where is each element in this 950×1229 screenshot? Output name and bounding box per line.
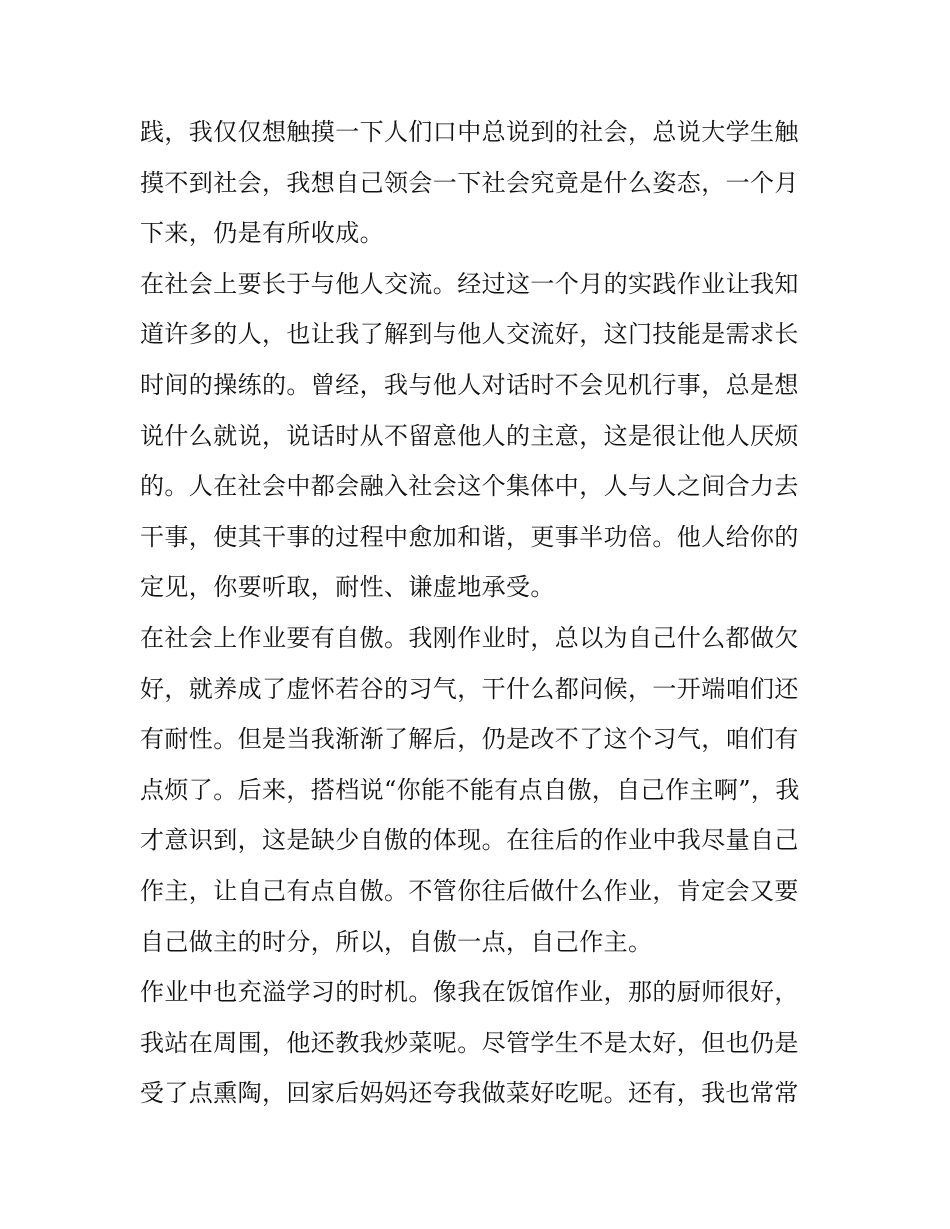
text-line: 在社会上要长于与他人交流。经过这一个月的实践作业让我知 bbox=[140, 269, 799, 298]
text-line: 作业中也充溢学习的时机。像我在饭馆作业，那的厨师很好， bbox=[140, 978, 799, 1007]
text-line: 定见，你要听取，耐性、谦虚地承受。 bbox=[140, 573, 555, 602]
text-line: 点烦了。后来，搭档说“你能不能有点自傲，自己作主啊”，我 bbox=[140, 775, 800, 804]
text-line: 受了点熏陶，回家后妈妈还夸我做菜好吃呢。还有，我也常常 bbox=[140, 1079, 799, 1108]
text-line: 摸不到社会，我想自己领会一下社会究竟是什么姿态，一个月 bbox=[140, 168, 799, 197]
document-body-text bbox=[140, 107, 812, 1119]
text-line: 在社会上作业要有自傲。我刚作业时，总以为自己什么都做欠 bbox=[140, 623, 799, 652]
text-line: 好，就养成了虚怀若谷的习气，干什么都问候，一开端咱们还 bbox=[140, 674, 799, 703]
text-line: 自己做主的时分，所以，自傲一点，自己作主。 bbox=[140, 927, 653, 956]
text-line: 我站在周围，他还教我炒菜呢。尽管学生不是太好，但也仍是 bbox=[140, 1028, 799, 1057]
text-line: 的。人在社会中都会融入社会这个集体中，人与人之间合力去 bbox=[140, 472, 799, 501]
text-line: 干事，使其干事的过程中愈加和谐，更事半功倍。他人给你的 bbox=[140, 522, 799, 551]
text-line: 践，我仅仅想触摸一下人们口中总说到的社会，总说大学生触 bbox=[140, 118, 799, 146]
text-line: 才意识到，这是缺少自傲的体现。在往后的作业中我尽量自己 bbox=[140, 826, 799, 855]
text-line: 有耐性。但是当我渐渐了解后，仍是改不了这个习气，咱们有 bbox=[140, 725, 799, 754]
text-line: 时间的操练的。曾经，我与他人对话时不会见机行事，总是想 bbox=[140, 370, 799, 399]
text-line: 作主，让自己有点自傲。不管你往后做什么作业，肯定会又要 bbox=[140, 876, 799, 905]
text-line: 下来，仍是有所收成。 bbox=[140, 219, 384, 248]
text-line: 说什么就说，说话时从不留意他人的主意，这是很让他人厌烦 bbox=[140, 421, 799, 450]
text-line: 道许多的人，也让我了解到与他人交流好，这门技能是需求长 bbox=[140, 320, 799, 349]
